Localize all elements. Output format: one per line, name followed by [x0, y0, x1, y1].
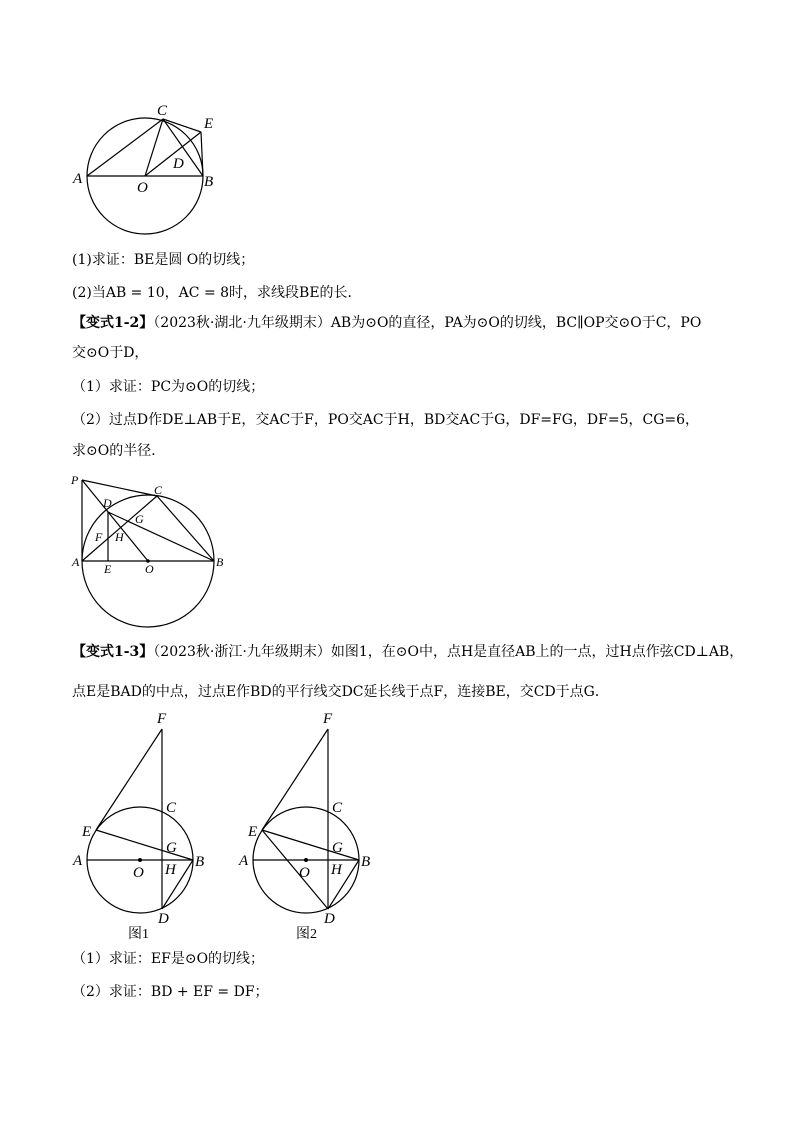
figure-1-circle-diagram — [70, 100, 230, 235]
variant12-intro — [72, 313, 701, 333]
label-o: O — [299, 865, 310, 881]
label-f: F — [323, 711, 333, 727]
label-o: O — [145, 562, 154, 576]
variant12-question1: （1）求证：PC为⊙O的切线； — [72, 379, 265, 395]
label-g: G — [135, 512, 144, 526]
label-d: D — [324, 911, 335, 927]
variant13-intro — [72, 642, 743, 662]
label-e: E — [248, 824, 258, 840]
label-c: C — [332, 800, 343, 816]
variant13-line2: 点E是BAD的中点，过点E作BD的平行线交DC延长线于点F，连接BE，交CD于点G． — [72, 684, 609, 700]
label-c: C — [166, 800, 177, 816]
label-d: D — [158, 911, 169, 927]
figure-3-svg — [70, 705, 220, 945]
problem1-question1: (1)求证：BE是圆 O的切线； — [72, 252, 255, 268]
figure-4-circle-diagram — [235, 705, 385, 945]
variant12-line1: （2023秋·湖北·九年级期末）AB为⊙O的直径，PA为⊙O的切线，BC∥OP交⊙O于C，PO — [153, 315, 702, 331]
label-g: G — [332, 840, 343, 856]
label-g: G — [166, 840, 177, 856]
label-d: D — [173, 156, 184, 172]
label-h: H — [115, 530, 124, 544]
figure-2-svg — [70, 470, 230, 630]
label-d: D — [103, 496, 112, 510]
figure-3-circle-diagram — [70, 705, 220, 945]
label-b: B — [204, 174, 214, 190]
label-c: C — [157, 103, 168, 119]
label-c: C — [154, 483, 163, 497]
label-a: A — [73, 171, 83, 187]
variant12-question2-cont: 求⊙O的半径． — [72, 443, 166, 459]
figure-2-circle-diagram — [70, 470, 230, 630]
problem1-question2: (2)当AB = 10，AC = 8时，求线段BE的长． — [72, 285, 362, 301]
variant13-question1: （1）求证：EF是⊙O的切线； — [72, 951, 265, 967]
label-f: F — [95, 530, 103, 544]
variant12-line2: 交⊙O于D， — [72, 345, 149, 361]
label-o: O — [133, 865, 144, 881]
label-b: B — [361, 854, 371, 870]
label-o: O — [137, 180, 148, 196]
figure-1-svg — [70, 100, 230, 235]
label-p: P — [71, 473, 79, 487]
label-h: H — [331, 862, 342, 878]
label-e: E — [104, 562, 112, 576]
figure-4-caption: 图2 — [296, 927, 317, 942]
variant13-tag: 【变式1-3】 — [72, 644, 154, 660]
label-a: A — [72, 555, 80, 569]
label-h: H — [165, 862, 176, 878]
variant12-question2: （2）过点D作DE⊥AB于E，交AC于F，PO交AC于H，BD交AC于G，DF=FG，DF=5，CG=6， — [72, 412, 700, 428]
variant12-tag: 【变式1-2】 — [72, 315, 154, 331]
label-f: F — [157, 711, 167, 727]
label-a: A — [239, 853, 249, 869]
figure-4-svg — [235, 705, 385, 945]
label-e: E — [82, 824, 92, 840]
label-b: B — [216, 555, 224, 569]
label-a: A — [73, 853, 83, 869]
figure-3-caption: 图1 — [128, 927, 149, 942]
label-b: B — [195, 854, 205, 870]
label-e: E — [204, 116, 214, 132]
variant13-line1: （2023秋·浙江·九年级期末）如图1，在⊙O中，点H是直径AB上的一点，过H点作弦CD⊥AB， — [153, 644, 744, 660]
variant13-question2: （2）求证：BD + EF = DF； — [72, 984, 269, 1000]
